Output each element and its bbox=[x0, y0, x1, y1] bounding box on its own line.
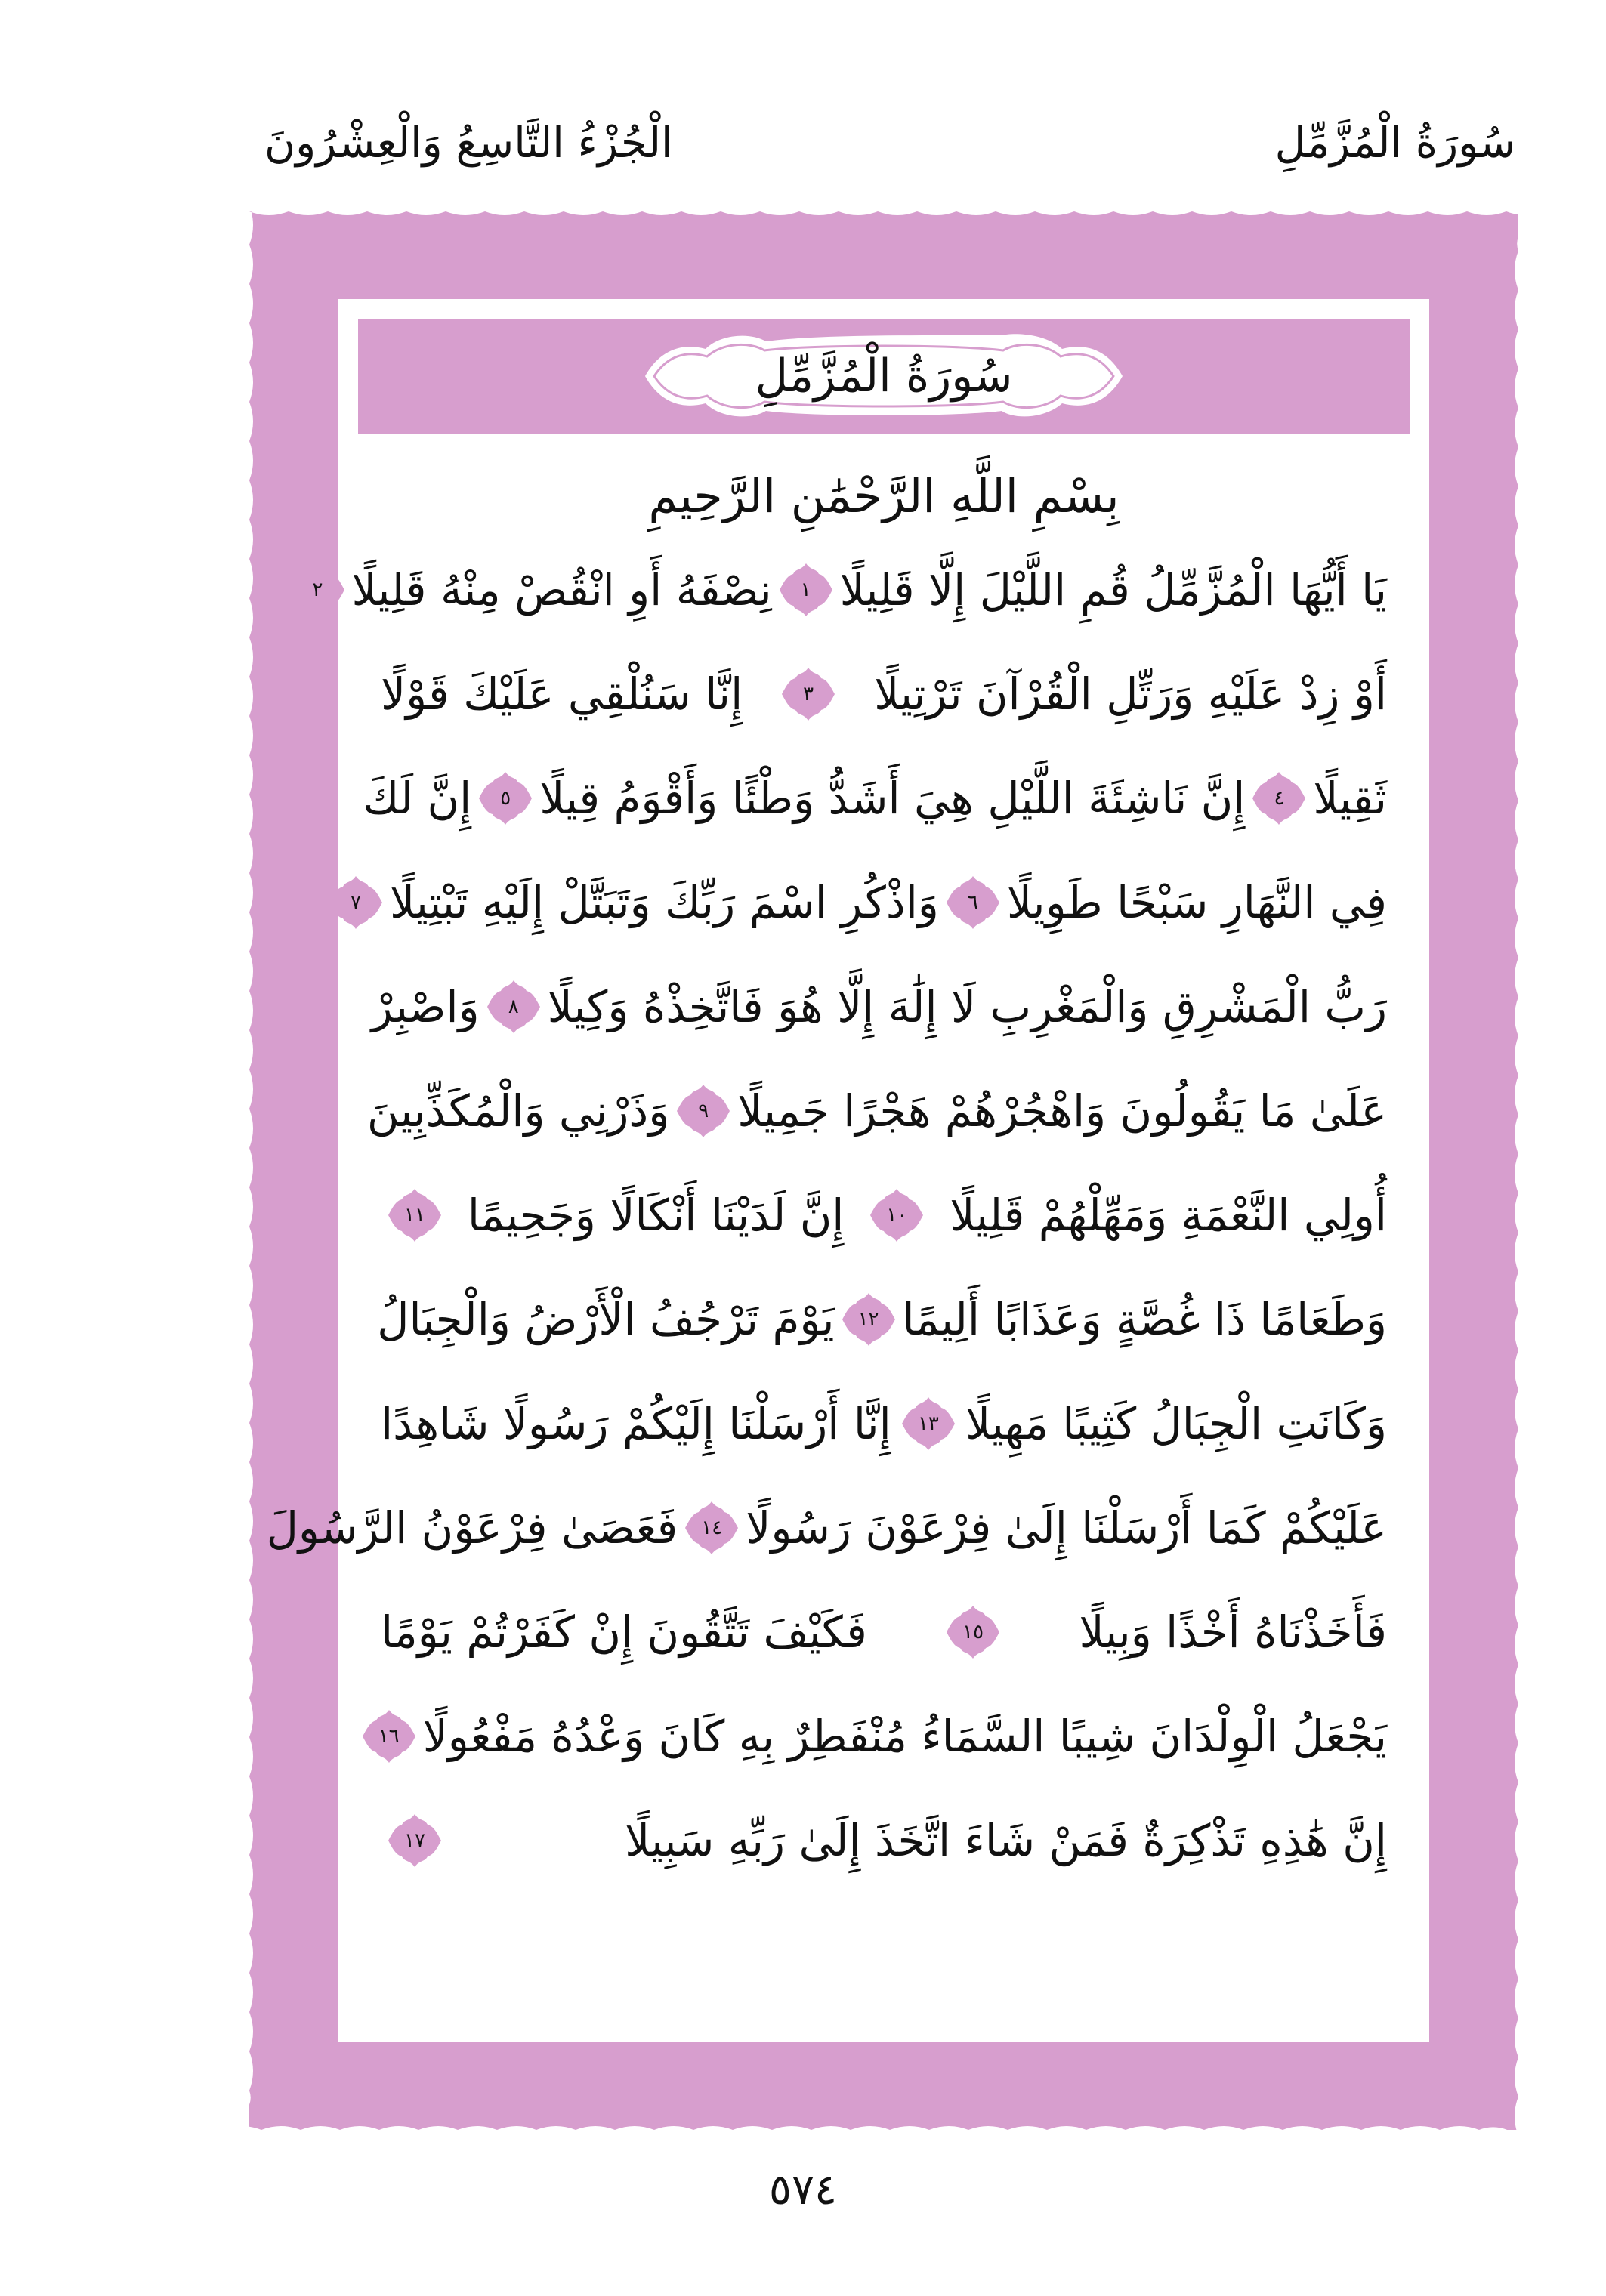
ayah-number-medallion bbox=[484, 977, 543, 1036]
verse-text: إِنَّ لَكَ bbox=[363, 773, 472, 824]
ayah-number-medallion bbox=[944, 873, 1002, 932]
verse-text: وَاذْكُرِ اسْمَ رَبِّكَ وَتَبَتَّلْ إِلَيْهِ تَبْتِيلًا bbox=[390, 877, 939, 928]
ayah-number: ١٤ bbox=[701, 1517, 723, 1539]
verse-text: عَلَىٰ مَا يَقُولُونَ وَاهْجُرْهُمْ هَجْرًا جَمِيلًا bbox=[737, 1085, 1387, 1137]
verse-text: فَأَخَذْنَاهُ أَخْذًا وَبِيلًا bbox=[1079, 1606, 1387, 1658]
ayah-number: ١٠ bbox=[886, 1204, 908, 1227]
ayah-number: ١٧ bbox=[404, 1829, 425, 1852]
ayah-number: ٢ bbox=[312, 579, 323, 601]
ayah-number: ١ bbox=[800, 579, 811, 601]
verse-text: إِنَّا سَنُلْقِي عَلَيْكَ قَوْلًا bbox=[381, 668, 743, 720]
verse-text: نِصْفَهُ أَوِ انْقُصْ مِنْهُ قَلِيلًا bbox=[351, 564, 772, 616]
page-number: ٥٧٤ bbox=[768, 2165, 838, 2214]
verse-text: يَوْمَ تَرْجُفُ الْأَرْضُ وَالْجِبَالُ bbox=[377, 1294, 835, 1345]
ayah-number-medallion bbox=[1249, 769, 1308, 828]
verse-text: يَا أَيُّهَا الْمُزَّمِّلُ قُمِ اللَّيْلَ إِلَّا قَلِيلًا bbox=[839, 564, 1387, 616]
basmala: بِسْمِ اللَّهِ الرَّحْمَٰنِ الرَّحِيمِ bbox=[648, 468, 1120, 523]
verse-text: أَوْ زِدْ عَلَيْهِ وَرَتِّلِ الْقُرْآنَ تَرْتِيلًا bbox=[874, 668, 1387, 720]
text-panel bbox=[266, 295, 1434, 2047]
ayah-number: ٧ bbox=[351, 891, 361, 914]
ayah-number-medallion bbox=[385, 1811, 444, 1870]
verse-text: إِنَّ هَٰذِهِ تَذْكِرَةٌ فَمَنْ شَاءَ اتَّخَذَ إِلَىٰ رَبِّهِ سَبِيلًا bbox=[625, 1815, 1387, 1866]
surah-header: سُورَةُ الْمُزَّمِّلِ bbox=[1274, 119, 1515, 168]
verse-text: رَبُّ الْمَشْرِقِ وَالْمَغْرِبِ لَا إِلَٰهَ إِلَّا هُوَ فَاتَّخِذْهُ وَكِيلًا bbox=[547, 981, 1387, 1032]
verse-line bbox=[381, 1372, 1387, 1476]
juz-header: الْجُزْءُ التَّاسِعُ وَالْعِشْرُونَ bbox=[264, 119, 673, 168]
verse-line bbox=[381, 1163, 1387, 1267]
ayah-number: ٥ bbox=[500, 787, 511, 810]
verse-text: ثَقِيلًا bbox=[1313, 773, 1387, 824]
verse-text: وَطَعَامًا ذَا غُصَّةٍ وَعَذَابًا أَلِيمًا bbox=[902, 1294, 1387, 1345]
ayah-number: ١٢ bbox=[857, 1308, 879, 1331]
ayah-number-medallion bbox=[839, 1290, 898, 1349]
verse-lines bbox=[266, 538, 1387, 1893]
ayah-number-medallion bbox=[944, 1603, 1002, 1662]
ayah-number-medallion bbox=[674, 1082, 733, 1140]
verse-text: أُولِي النَّعْمَةِ وَمَهِّلْهُمْ قَلِيلًا bbox=[950, 1190, 1387, 1241]
verse-text: وَكَانَتِ الْجِبَالُ كَثِيبًا مَهِيلًا bbox=[965, 1398, 1387, 1449]
ayah-number-medallion bbox=[360, 1707, 418, 1766]
ayah-number: ٦ bbox=[967, 891, 978, 914]
ayah-number: ٩ bbox=[698, 1100, 709, 1122]
ayah-number: ١٥ bbox=[962, 1621, 984, 1643]
verse-line bbox=[377, 1267, 1387, 1372]
ayah-number-medallion bbox=[385, 1186, 444, 1245]
verse-text: وَذَرْنِي وَالْمُكَذِّبِينَ bbox=[366, 1085, 670, 1137]
verse-text: عَلَيْكُمْ كَمَا أَرْسَلْنَا إِلَىٰ فِرْعَوْنَ رَسُولًا bbox=[746, 1502, 1387, 1554]
verse-text: يَجْعَلُ الْوِلْدَانَ شِيبًا السَّمَاءُ مُنْفَطِرٌ بِهِ كَانَ وَعْدُهُ مَفْعُولًا bbox=[422, 1711, 1387, 1762]
banner-title: سُورَةُ الْمُزَّمِّلِ bbox=[755, 350, 1013, 403]
ayah-number: ٤ bbox=[1274, 787, 1285, 810]
ayah-number-medallion bbox=[476, 769, 535, 828]
verse-text: فَعَصَىٰ فِرْعَوْنُ الرَّسُولَ bbox=[266, 1502, 678, 1554]
ayah-number: ٣ bbox=[803, 683, 814, 705]
ayah-number-medallion bbox=[682, 1498, 741, 1557]
verse-line bbox=[381, 1580, 1387, 1684]
ayah-number: ١٦ bbox=[378, 1725, 400, 1748]
page-frame bbox=[249, 211, 1518, 2130]
verse-line bbox=[363, 746, 1387, 850]
verse-line bbox=[381, 642, 1387, 746]
verse-text: إِنَّا أَرْسَلْنَا إِلَيْكُمْ رَسُولًا شَاهِدًا bbox=[381, 1398, 891, 1449]
ayah-number-medallion bbox=[899, 1394, 958, 1453]
verse-line bbox=[371, 955, 1387, 1059]
surah-title-banner bbox=[358, 319, 1410, 434]
ayah-number-medallion bbox=[779, 665, 838, 724]
ayah-number: ١١ bbox=[404, 1204, 425, 1227]
ayah-number: ٨ bbox=[508, 995, 519, 1018]
ayah-number-medallion bbox=[326, 873, 385, 932]
verse-text: وَاصْبِرْ bbox=[371, 981, 480, 1032]
verse-text: فَكَيْفَ تَتَّقُونَ إِنْ كَفَرْتُمْ يَوْمًا bbox=[381, 1606, 867, 1658]
ayah-number-medallion bbox=[867, 1186, 926, 1245]
verse-line bbox=[266, 1476, 1387, 1580]
verse-line bbox=[378, 1684, 1387, 1788]
verse-line bbox=[366, 1059, 1387, 1163]
ayah-number: ١٣ bbox=[917, 1412, 939, 1435]
verse-text: فِي النَّهَارِ سَبْحًا طَوِيلًا bbox=[1006, 877, 1387, 928]
verse-text: إِنَّ لَدَيْنَا أَنْكَالًا وَجَحِيمًا bbox=[467, 1190, 845, 1241]
ayah-number-medallion bbox=[777, 560, 835, 619]
ayah-number-medallion bbox=[289, 560, 347, 619]
verse-text: إِنَّ نَاشِئَةَ اللَّيْلِ هِيَ أَشَدُّ وَطْئًا وَأَقْوَمُ قِيلًا bbox=[539, 773, 1246, 824]
verse-line bbox=[381, 1788, 1387, 1893]
verse-line bbox=[312, 538, 1387, 642]
verse-line bbox=[351, 850, 1387, 955]
